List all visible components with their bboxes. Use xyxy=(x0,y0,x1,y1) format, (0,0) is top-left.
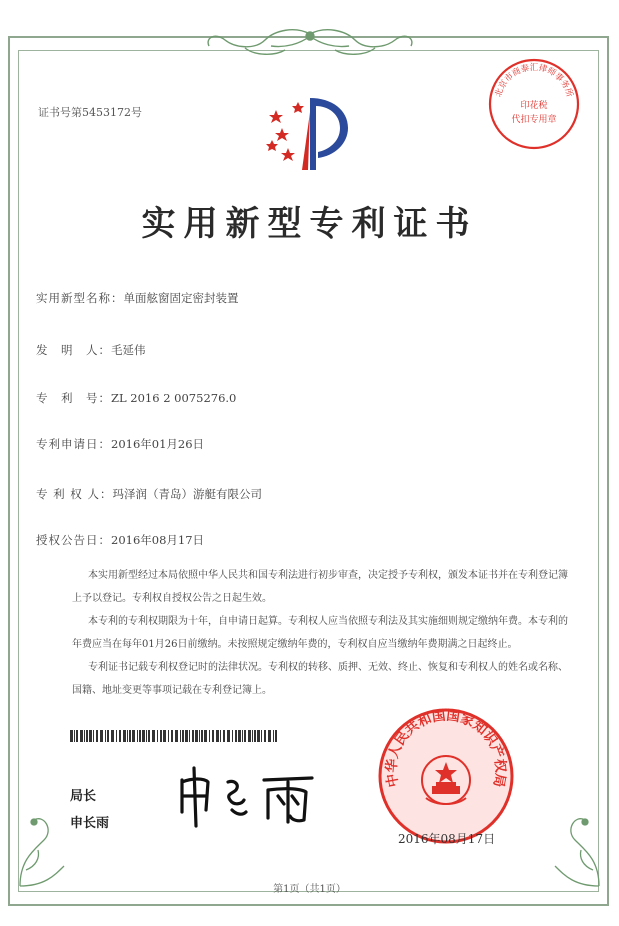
patentee-field xyxy=(36,486,262,502)
filing-date-field xyxy=(36,436,204,452)
patentee-value: 玛泽润（青岛）游艇有限公司 xyxy=(112,487,262,501)
patent-number-field xyxy=(36,390,236,406)
inventor-field xyxy=(36,342,146,358)
filing-date-label: 专利申请日： xyxy=(36,437,111,451)
utility-model-name-field xyxy=(36,290,239,306)
grant-date-value: 2016年08月17日 xyxy=(111,533,205,547)
agency-stamp-line1: 印花税 xyxy=(520,101,548,111)
body-paragraph-1: 本实用新型经过本局依照中华人民共和国专利法进行初步审查，决定授予专利权，颁发本证书并在专利登记簿上予以登记。专利权自授权公告之日起生效。 xyxy=(72,570,568,604)
seal-arc-text: 中华人民共和国国家知识产权局 xyxy=(383,707,509,789)
patent-number-label: 专 利 号： xyxy=(36,391,111,405)
grant-date-field xyxy=(36,532,204,548)
filing-date-value: 2016年01月26日 xyxy=(111,437,205,451)
grant-date-label: 授权公告日： xyxy=(36,533,111,547)
inventor-value: 毛延伟 xyxy=(111,343,146,357)
top-ornament-icon xyxy=(205,26,415,66)
director-signature-icon xyxy=(172,760,322,830)
agency-stamp-arc-text: 北京市商泰汇律师事务所 xyxy=(493,62,575,99)
page-info: 第1页（共1页） xyxy=(273,884,346,895)
body-paragraph-2: 本专利的专利权期限为十年，自申请日起算。专利权人应当依照专利法及其实施细则规定缴纳年费。本专利的年费应当在每年01月26日前缴纳。未按照规定缴纳年费的，专利权自应当缴纳年费期满之日起终止。 xyxy=(72,616,568,650)
patent-office-logo-icon xyxy=(262,92,358,176)
certificate-number: 证书号第5453172号 xyxy=(38,106,142,119)
agency-stamp-icon xyxy=(486,56,582,152)
body-paragraph-3: 专利证书记载专利权登记时的法律状况。专利权的转移、质押、无效、终止、恢复和专利权人的姓名或名称、国籍、地址变更等事项记载在专利登记簿上。 xyxy=(72,662,568,696)
patentee-label: 专 利 权 人： xyxy=(36,487,113,501)
utility-model-name-value: 单面舷窗固定密封装置 xyxy=(123,291,239,305)
official-seal-icon xyxy=(376,706,516,846)
bottom-left-ornament-icon xyxy=(14,800,74,890)
certificate-body xyxy=(72,564,572,702)
barcode-icon xyxy=(70,730,280,742)
certificate-title: 实用新型专利证书 xyxy=(141,204,478,244)
seal-date: 2016年08月17日 xyxy=(398,832,496,846)
patent-number-value: ZL 2016 2 0075276.0 xyxy=(111,391,237,405)
inventor-label: 发 明 人： xyxy=(36,343,111,357)
utility-model-name-label: 实用新型名称： xyxy=(36,291,124,305)
agency-stamp-line2: 代扣专用章 xyxy=(511,115,557,125)
bottom-right-ornament-icon xyxy=(545,800,605,890)
director-name: 申长雨 xyxy=(70,816,110,831)
director-title: 局长 xyxy=(70,789,97,804)
svg-text:北京市商泰汇律师事务所 xyxy=(493,62,576,99)
